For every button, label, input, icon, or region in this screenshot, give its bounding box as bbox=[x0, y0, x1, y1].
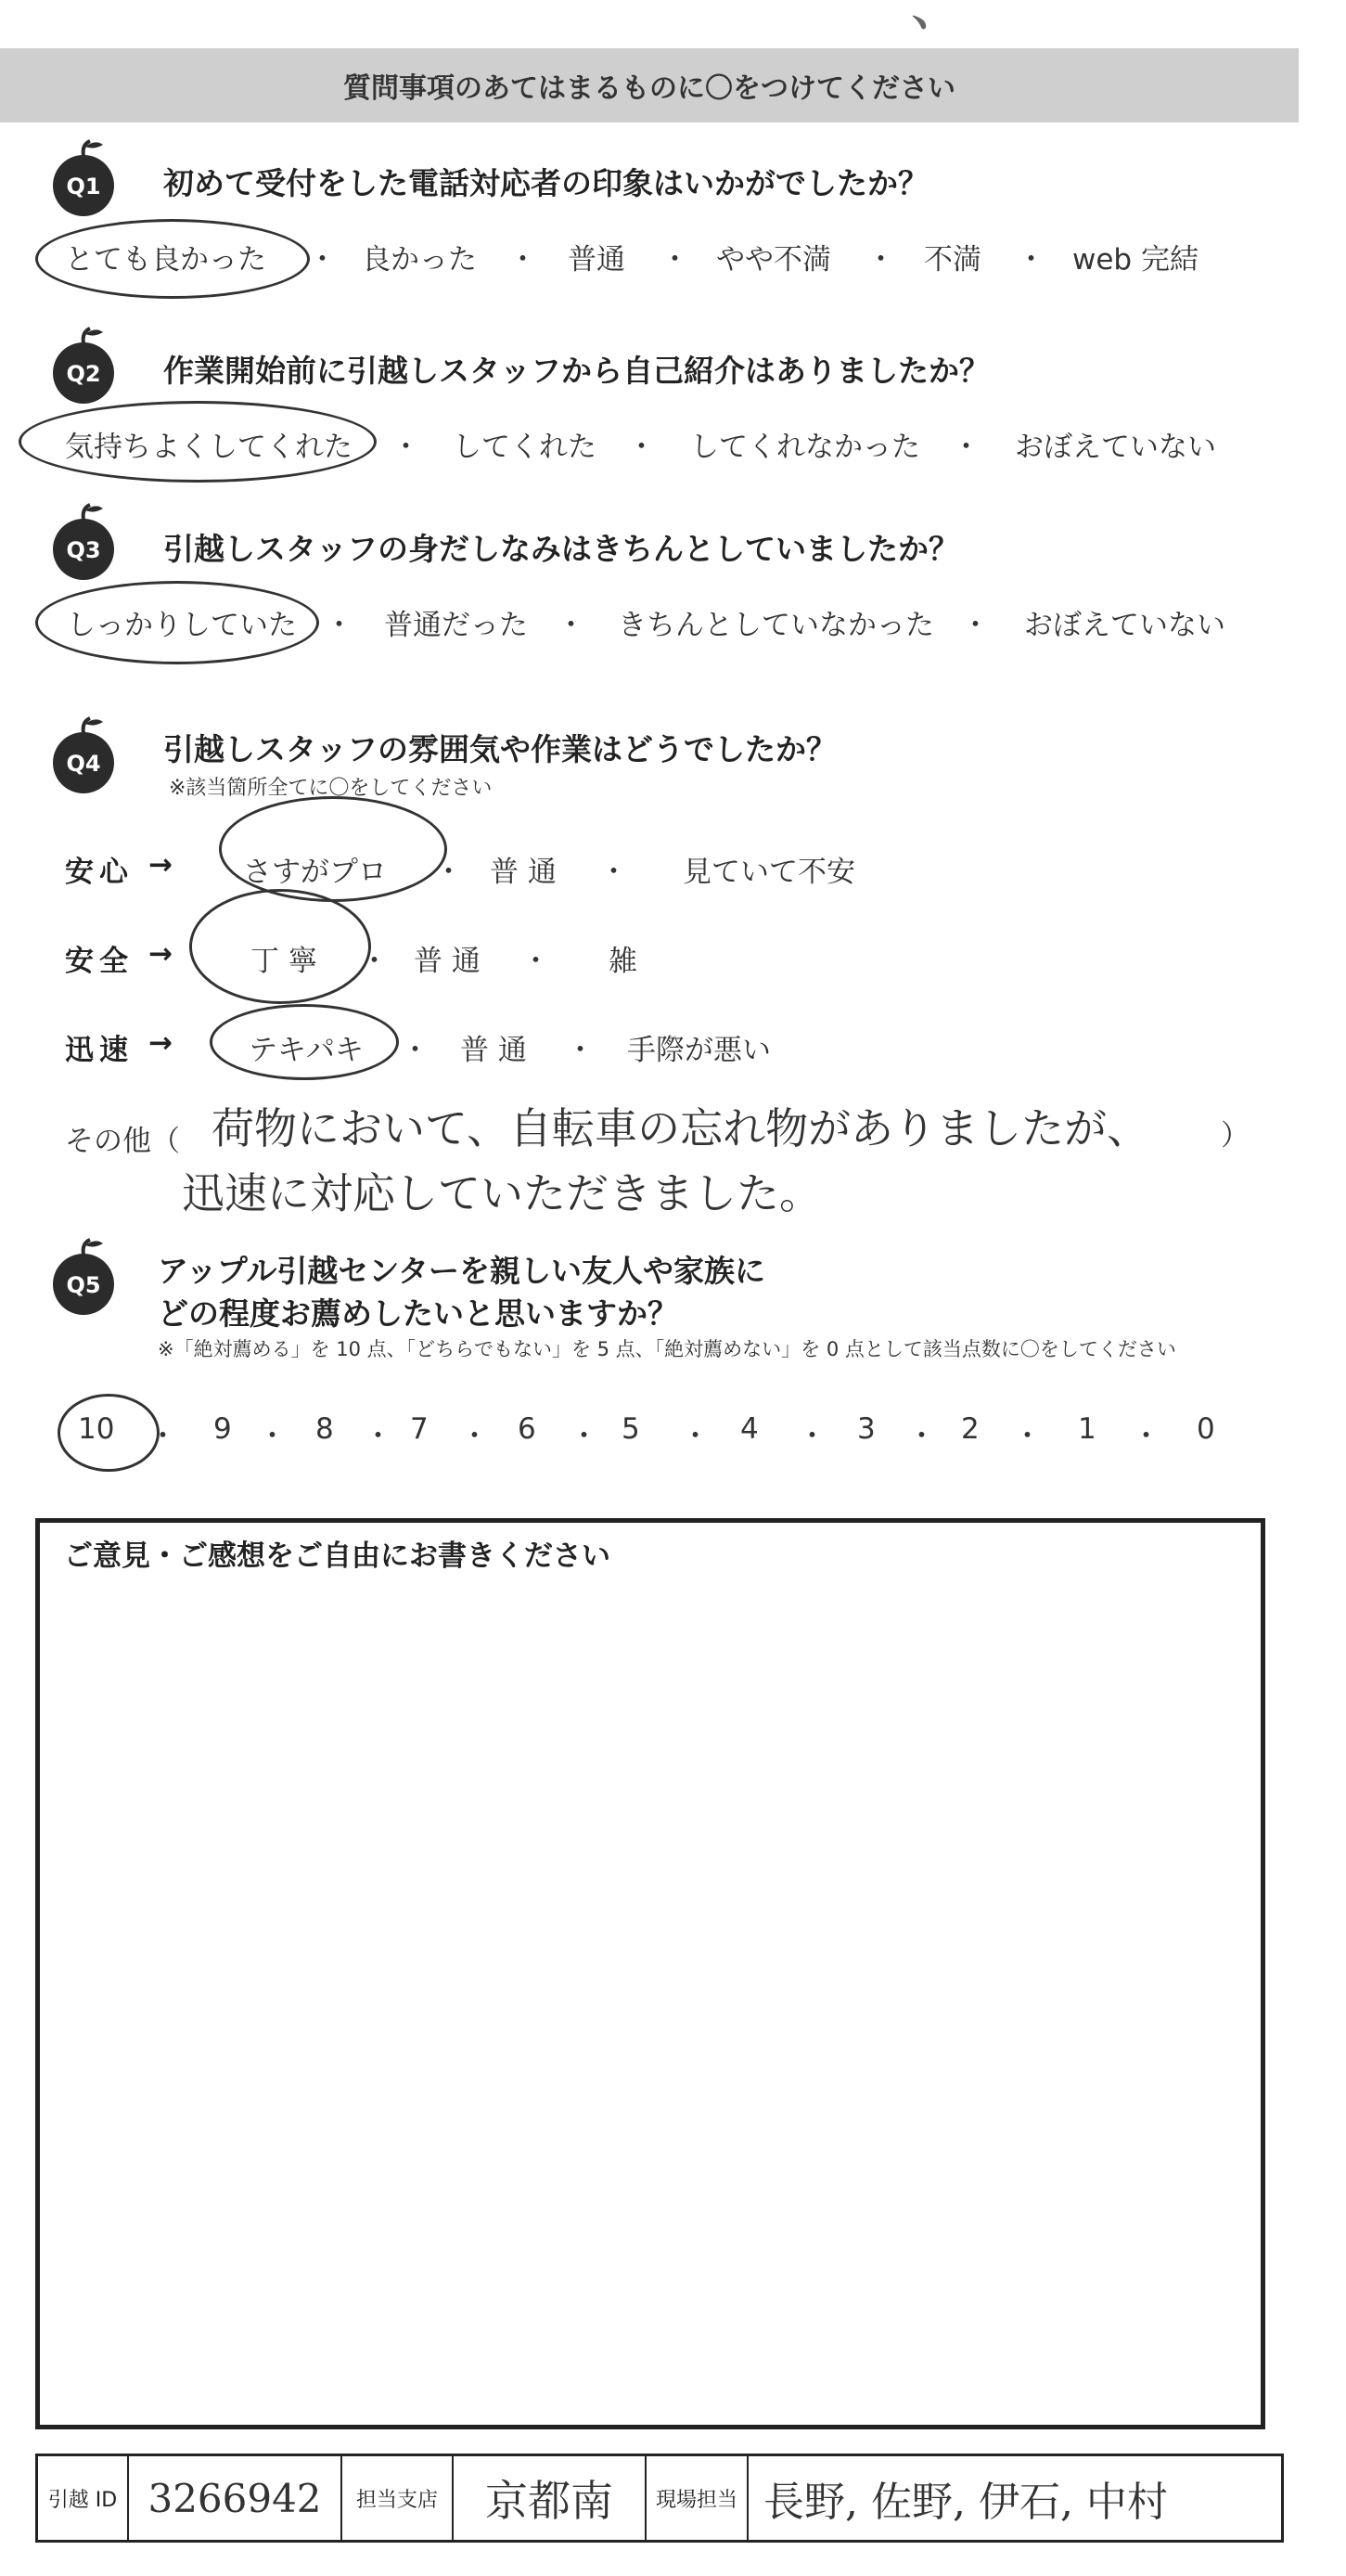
q2-badge-icon bbox=[42, 325, 125, 412]
q1-option-1[interactable]: とても良かった bbox=[65, 243, 266, 277]
q5-note: ※「絶対薦める」を 10 点、「どちらでもない」を 5 点、「絶対薦めない」を 0 点として該当点数に〇をしてください bbox=[158, 1338, 1176, 1360]
comment-box[interactable] bbox=[35, 1518, 1265, 2429]
q2-question: 作業開始前に引越しスタッフから自己紹介はありましたか？ bbox=[163, 353, 990, 389]
q2-selected-circle bbox=[19, 401, 377, 483]
separator-dot: ・ bbox=[627, 431, 656, 464]
separator-dot: ・ bbox=[308, 243, 337, 277]
q5-score-8[interactable]: 8 bbox=[315, 1412, 334, 1446]
separator-dot: ・ bbox=[401, 1034, 429, 1067]
footer-table bbox=[35, 2454, 1284, 2543]
q1-selected-circle bbox=[35, 219, 310, 299]
separator-dot: ・ bbox=[557, 609, 585, 642]
arrow-icon: → bbox=[148, 937, 178, 971]
footer-id-value-cell bbox=[129, 2456, 342, 2540]
q2-badge: Q2 bbox=[66, 361, 101, 387]
q4-badge: Q4 bbox=[66, 751, 101, 777]
q5-score-3[interactable]: 3 bbox=[857, 1412, 876, 1446]
q5-badge: Q5 bbox=[66, 1272, 101, 1298]
q2-option-2[interactable]: してくれた bbox=[453, 431, 596, 464]
comment-title: ご意見・ご感想をご自由にお書きください bbox=[64, 1539, 610, 1573]
footer-staff-label-cell bbox=[647, 2456, 749, 2540]
q4-row-label-jinsoku: 迅速 bbox=[65, 1034, 134, 1067]
footer-id-label: 引越 ID bbox=[47, 2488, 118, 2512]
q5-score-2[interactable]: 2 bbox=[961, 1412, 980, 1446]
separator-dot: ・ bbox=[681, 1420, 710, 1453]
separator-dot: ・ bbox=[364, 1420, 392, 1453]
scan-mark: ﹅ bbox=[909, 12, 930, 35]
separator-dot: ・ bbox=[360, 945, 389, 978]
separator-dot: ・ bbox=[599, 856, 628, 889]
q3-badge-icon bbox=[42, 501, 125, 588]
separator-dot: ・ bbox=[798, 1420, 827, 1453]
header-bar: 質問事項のあてはまるものに〇をつけてください bbox=[0, 48, 1299, 122]
q4-row3-selected-circle bbox=[210, 1004, 399, 1080]
q5-score-7[interactable]: 7 bbox=[410, 1412, 429, 1446]
q5-score-1[interactable]: 1 bbox=[1078, 1412, 1096, 1446]
footer-branch-value: 京都南 bbox=[485, 2476, 613, 2526]
separator-dot: ・ bbox=[325, 609, 353, 642]
separator-dot: ・ bbox=[1132, 1420, 1160, 1453]
footer-id-value: 3266942 bbox=[147, 2475, 322, 2521]
q4-row1-option-3[interactable]: 見ていて不安 bbox=[683, 856, 855, 889]
q4-row1-option-1[interactable]: さすがプロ bbox=[243, 856, 387, 889]
separator-dot: ・ bbox=[1017, 243, 1045, 277]
q1-badge: Q1 bbox=[66, 174, 101, 200]
q3-question: 引越しスタッフの身だしなみはきちんとしていましたか？ bbox=[163, 531, 959, 567]
separator-dot: ・ bbox=[258, 1420, 287, 1453]
separator-dot: ・ bbox=[460, 1420, 489, 1453]
q4-other-close: ） bbox=[1221, 1119, 1250, 1153]
separator-dot: ・ bbox=[866, 243, 895, 277]
footer-branch-label: 担当支店 bbox=[355, 2488, 438, 2512]
separator-dot: ・ bbox=[961, 609, 990, 642]
q3-selected-circle bbox=[35, 581, 319, 664]
separator-dot: ・ bbox=[660, 243, 689, 277]
separator-dot: ・ bbox=[570, 1420, 598, 1453]
q1-option-2[interactable]: 良かった bbox=[362, 243, 477, 277]
q4-row1-option-2[interactable]: 普 通 bbox=[490, 856, 557, 889]
q1-option-6[interactable]: web 完結 bbox=[1072, 243, 1199, 277]
q4-row3-option-3[interactable]: 手際が悪い bbox=[627, 1034, 771, 1067]
q3-option-3[interactable]: きちんとしていなかった bbox=[618, 609, 934, 642]
q2-option-1[interactable]: 気持ちよくしてくれた bbox=[65, 431, 353, 464]
q1-option-3[interactable]: 普通 bbox=[568, 243, 625, 277]
q1-option-4[interactable]: やや不満 bbox=[716, 243, 831, 277]
footer-staff-value: 長野, 佐野, 伊石, 中村 bbox=[763, 2479, 1168, 2526]
q4-row2-option-3[interactable]: 雑 bbox=[609, 945, 637, 978]
q3-option-4[interactable]: おぼえていない bbox=[1024, 609, 1225, 642]
arrow-icon: → bbox=[148, 1026, 178, 1060]
q5-score-5[interactable]: 5 bbox=[622, 1412, 640, 1446]
q4-row2-option-1[interactable]: 丁 寧 bbox=[250, 945, 317, 978]
separator-dot: ・ bbox=[566, 1034, 595, 1067]
separator-dot: ・ bbox=[521, 945, 550, 978]
arrow-icon: → bbox=[148, 848, 178, 882]
q5-score-6[interactable]: 6 bbox=[518, 1412, 536, 1446]
q4-row3-option-1[interactable]: テキパキ bbox=[249, 1034, 364, 1067]
q3-badge: Q3 bbox=[66, 537, 101, 563]
q4-other-handwriting-line2: 迅速に対応していただきました。 bbox=[182, 1168, 822, 1218]
q5-badge-icon bbox=[42, 1236, 125, 1323]
separator-dot: ・ bbox=[391, 431, 420, 464]
q2-option-3[interactable]: してくれなかった bbox=[690, 431, 920, 464]
q4-question: 引越しスタッフの雰囲気や作業はどうでしたか？ bbox=[163, 731, 837, 767]
separator-dot: ・ bbox=[508, 243, 537, 277]
q4-other-handwriting-line1: 荷物において、自転車の忘れ物がありましたが、 bbox=[212, 1103, 1150, 1153]
q4-row1-selected-circle bbox=[219, 796, 447, 902]
q4-row2-option-2[interactable]: 普 通 bbox=[414, 945, 481, 978]
q5-question-line2: どの程度お薦めしたいと思いますか？ bbox=[158, 1295, 678, 1332]
separator-dot: ・ bbox=[1013, 1420, 1042, 1453]
q3-option-2[interactable]: 普通だった bbox=[384, 609, 528, 642]
q1-option-5[interactable]: 不満 bbox=[924, 243, 981, 277]
q5-score-0[interactable]: 0 bbox=[1197, 1412, 1215, 1446]
q2-option-4[interactable]: おぼえていない bbox=[1015, 431, 1216, 464]
q4-row2-selected-circle bbox=[189, 889, 371, 1004]
footer-staff-label: 現場担当 bbox=[655, 2488, 737, 2512]
q4-row-label-anzen: 安全 bbox=[65, 945, 134, 978]
q4-badge-icon bbox=[42, 715, 125, 802]
q4-note: ※該当箇所全てに〇をしてください bbox=[169, 777, 493, 800]
footer-staff-value-cell bbox=[749, 2456, 1281, 2540]
q1-badge-icon bbox=[42, 137, 125, 225]
footer-id-label-cell bbox=[38, 2456, 129, 2540]
separator-dot: ・ bbox=[952, 431, 981, 464]
q1-question: 初めて受付をした電話対応者の印象はいかがでしたか？ bbox=[163, 165, 929, 201]
q4-row-label-anshin: 安心 bbox=[65, 856, 134, 889]
footer-branch-label-cell bbox=[342, 2456, 454, 2540]
separator-dot: ・ bbox=[434, 856, 463, 889]
q5-score-9[interactable]: 9 bbox=[213, 1412, 232, 1446]
comment-text[interactable] bbox=[64, 1588, 1233, 2404]
q5-score-4[interactable]: 4 bbox=[740, 1412, 759, 1446]
separator-dot: ・ bbox=[148, 1420, 177, 1453]
separator-dot: ・ bbox=[907, 1420, 936, 1453]
q3-option-1[interactable]: しっかりしていた bbox=[67, 609, 297, 642]
q5-question-line1: アップル引越センターを親しい友人や家族に bbox=[158, 1253, 766, 1289]
footer-branch-value-cell bbox=[454, 2456, 647, 2540]
q5-score-10[interactable]: 10 bbox=[78, 1412, 115, 1446]
q4-row3-option-2[interactable]: 普 通 bbox=[460, 1034, 527, 1067]
q4-other-label: その他（ bbox=[65, 1125, 180, 1158]
